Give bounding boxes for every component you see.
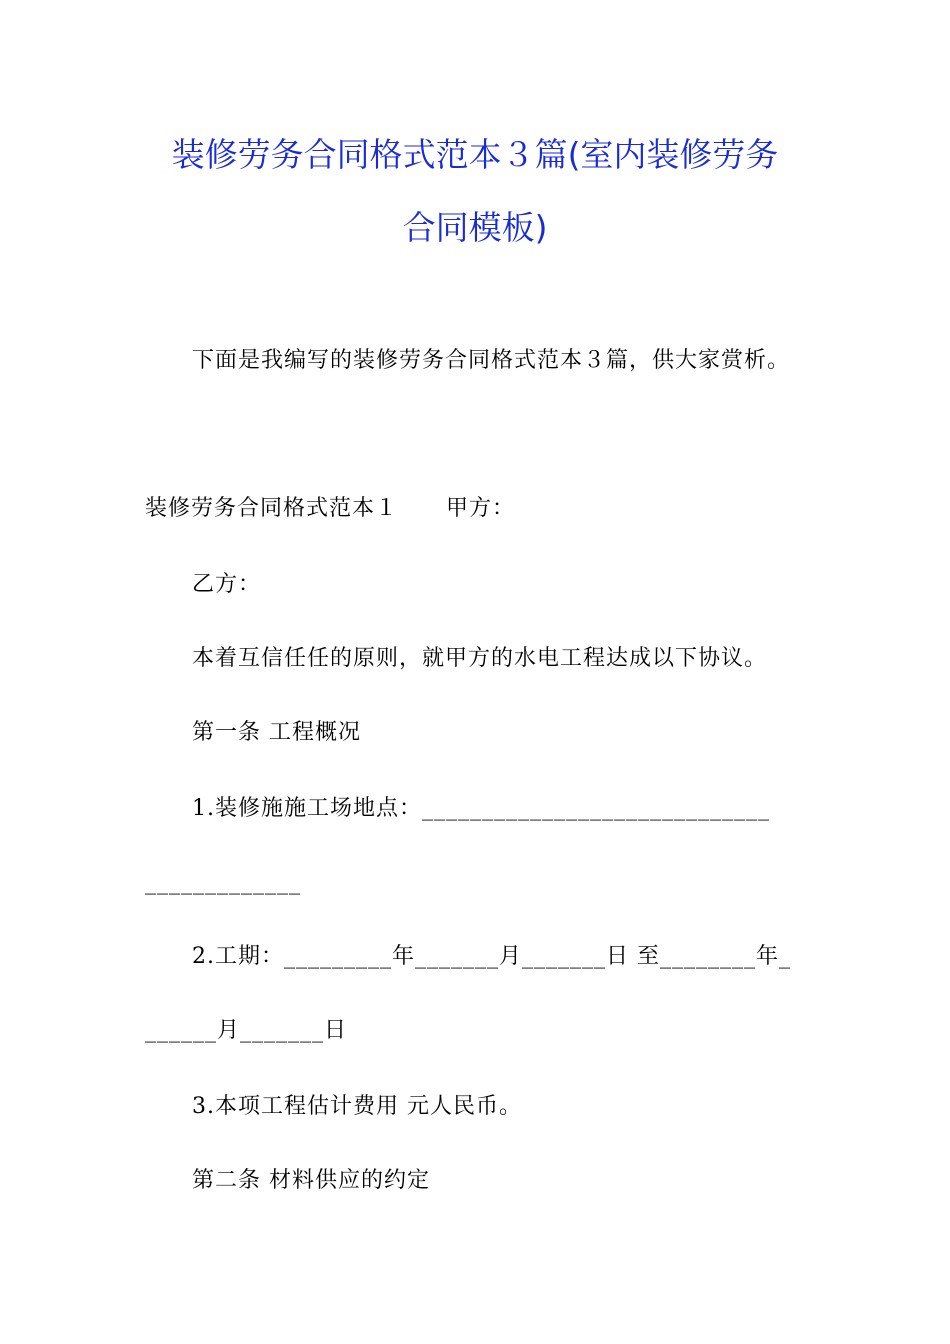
section-heading: 装修劳务合同格式范本１	[145, 496, 399, 521]
item3: 3.本项工程估计费用 元人民币。	[192, 1094, 522, 1119]
item1-line1: 1.装修施施工场地点：_____________________________	[192, 796, 770, 821]
party-a-label: 甲方：	[446, 496, 516, 521]
principle-paragraph: 本着互信任任的原则，就甲方的水电工程达成以下协议。	[192, 646, 768, 671]
item2-line2: ______月_______日	[145, 1018, 348, 1043]
section-heading-row	[145, 494, 515, 524]
item2-line1: 2.工期：_________年_______月_______日 至________年_	[192, 944, 791, 969]
intro-paragraph: 下面是我编写的装修劳务合同格式范本３篇，供大家赏析。	[192, 348, 791, 373]
document-title-line1: 装修劳务合同格式范本３篇(室内装修劳务	[171, 135, 779, 174]
article1-heading: 第一条 工程概况	[192, 720, 361, 745]
document-title-line2: 合同模板)	[402, 208, 548, 247]
party-b-label: 乙方：	[192, 572, 262, 597]
article2-heading: 第二条 材料供应的约定	[192, 1168, 430, 1193]
item1-line2: _____________	[145, 870, 301, 895]
